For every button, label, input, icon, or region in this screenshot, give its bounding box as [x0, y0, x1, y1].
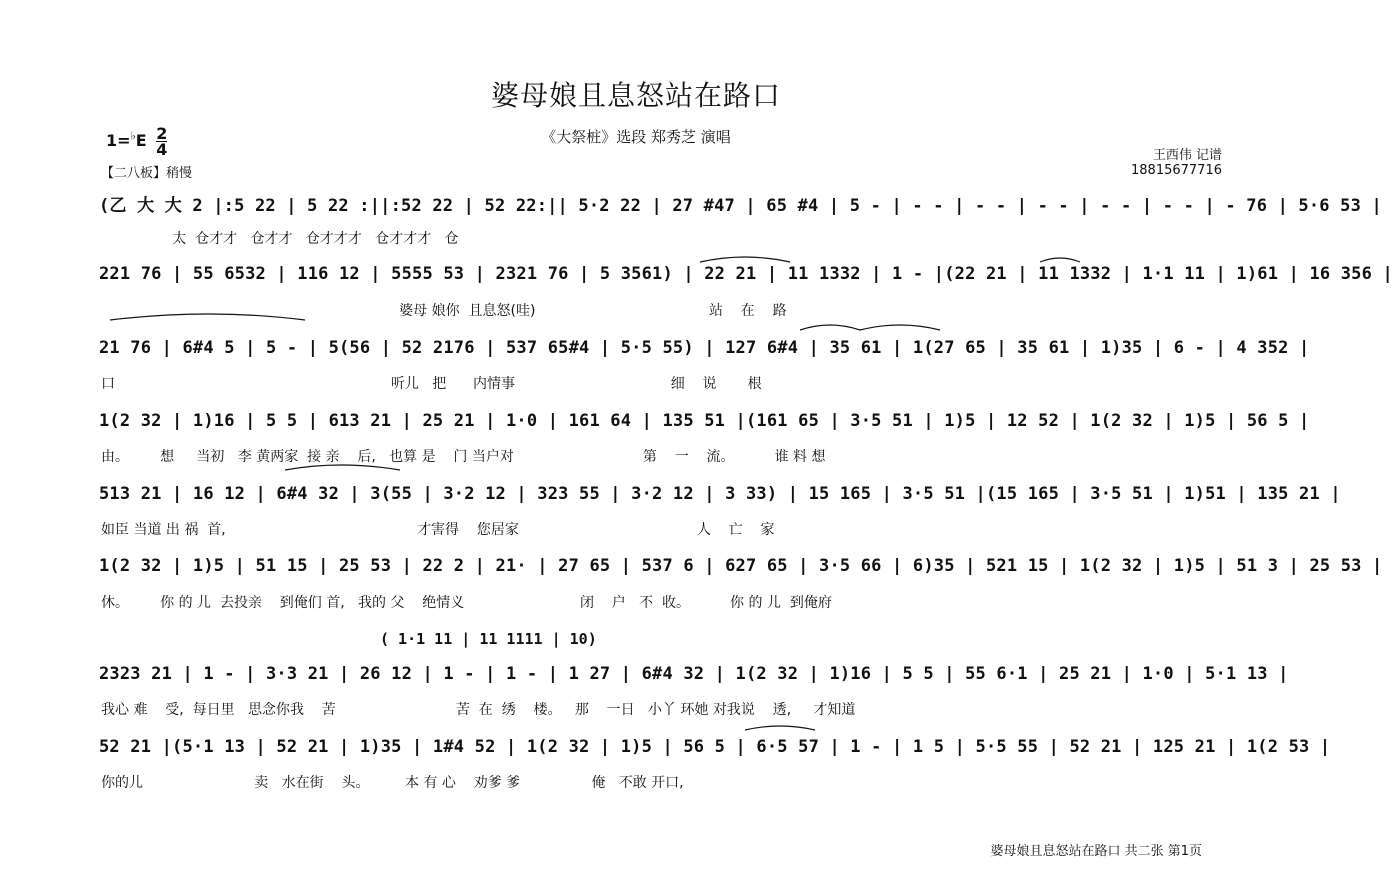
time-top: 2 — [156, 124, 168, 143]
page-title: 婆母娘且息怒站在路口 — [490, 79, 781, 112]
notation-line-3: 21 76 | 6#4 5 | 5 - | 5(56 | 52 2176 | 537 65#4 | 5·5 55) | 127 6#4 | 35 61 | 1(27 65 | 35 61 | 1)35 | 6 - | 4 352 | — [99, 338, 1310, 358]
notation-line-7: 2323 21 | 1 - | 3·3 21 | 26 12 | 1 - | 1 - | 1 27 | 6#4 32 | 1(2 32 | 1)16 | 5 5 | 55 6·1 | 25 21 | 1·0 | 5·1 13 | — [99, 664, 1289, 684]
slur-arc — [860, 325, 940, 330]
lyrics-line-1: 太 仓才才 仓才才 仓才才才 仓才才才 仓 — [101, 231, 459, 247]
lyrics-line-2: 婆母 娘你 且息怒(哇) 站 在 路 — [101, 303, 787, 319]
lyrics-line-7: 我心 难 受, 每日里 思念你我 苦 苦 在 绣 楼。 那 一日 小丫 环她 对我说 透, 才知道 — [101, 702, 856, 718]
lyrics-line-3: 口 听儿 把 内情事 细 说 根 — [101, 376, 762, 392]
notation-line-5: 513 21 | 16 12 | 6#4 32 | 3(55 | 3·2 12 | 323 55 | 3·2 12 | 3 33) | 15 165 | 3·5 51 |(15 165 | 3·5 51 | 1)51 | 135 21 | — [99, 484, 1341, 504]
slur-arc — [800, 325, 860, 330]
notation-line-2: 221 76 | 55 6532 | 116 12 | 5555 53 | 2321 76 | 5 3561) | 22 21 | 11 1332 | 1 - |(22 21 | 11 1332 | 1·1 11 | 1)61 | 16 356 | — [99, 264, 1393, 284]
lyrics-line-8: 你的儿 卖 水在街 头。 本 有 心 劝爹 爹 俺 不敢 开口, — [101, 775, 684, 791]
lyrics-line-4: 由。 想 当初 李 黄两家 接 亲 后, 也算 是 门 当户对 第 一 流。 谁 料 想 — [101, 449, 826, 465]
slur-arc — [745, 726, 815, 730]
contact-phone: 18815677716 — [1131, 163, 1222, 178]
slur-arc — [110, 314, 305, 320]
lyrics-line-5: 如臣 当道 出 祸 首, 才害得 您居家 人 亡 家 — [101, 522, 775, 538]
notation-line-6: 1(2 32 | 1)5 | 51 15 | 25 53 | 22 2 | 21· | 27 65 | 537 6 | 627 65 | 3·5 66 | 6)35 | 521 15 | 1(2 32 | 1)5 | 51 3 | 25 53 | — [99, 556, 1383, 576]
transcriber-credit: 王西伟 记谱 — [1152, 148, 1222, 163]
flat-sign: ♭ — [130, 129, 136, 143]
notation-line-4: 1(2 32 | 1)16 | 5 5 | 613 21 | 25 21 | 1·0 | 161 64 | 135 51 |(161 65 | 3·5 51 | 1)5 | 12 52 | 1(2 32 | 1)5 | 56 5 | — [99, 411, 1310, 431]
overlay-accompaniment: ( 1·1 11 | 11 1111 | 10) — [380, 630, 597, 648]
notation-line-8: 52 21 |(5·1 13 | 52 21 | 1)35 | 1#4 52 | 1(2 32 | 1)5 | 56 5 | 6·5 57 | 1 - | 1 5 | 5·5 55 | 52 21 | 125 21 | 1(2 53 | — [99, 737, 1331, 757]
key-prefix: 1= — [106, 131, 131, 150]
page-footer: 婆母娘且息怒站在路口 共二张 第1页 — [990, 844, 1202, 859]
time-bottom: 4 — [156, 140, 168, 159]
tempo-marking: 【二八板】稍慢 — [101, 166, 193, 181]
slur-arc — [700, 257, 790, 262]
notation-line-1: (乙 大 大 2 |:5 22 | 5 22 :||:52 22 | 52 22:|| 5·2 22 | 27 #47 | 65 #4 | 5 - | - - | - - | - - | - - | - - | - 76 | 5·6 53 | — [99, 196, 1382, 216]
lyrics-line-6: 休。 你 的 儿 去投亲 到俺们 首, 我的 父 绝情义 闭 户 不 收。 你 的 儿 到俺府 — [101, 595, 832, 611]
slur-arc — [285, 465, 400, 470]
slur-arc — [1040, 258, 1080, 262]
subtitle: 《大祭桩》选段 郑秀芝 演唱 — [541, 128, 731, 146]
key-note: E — [135, 131, 147, 150]
